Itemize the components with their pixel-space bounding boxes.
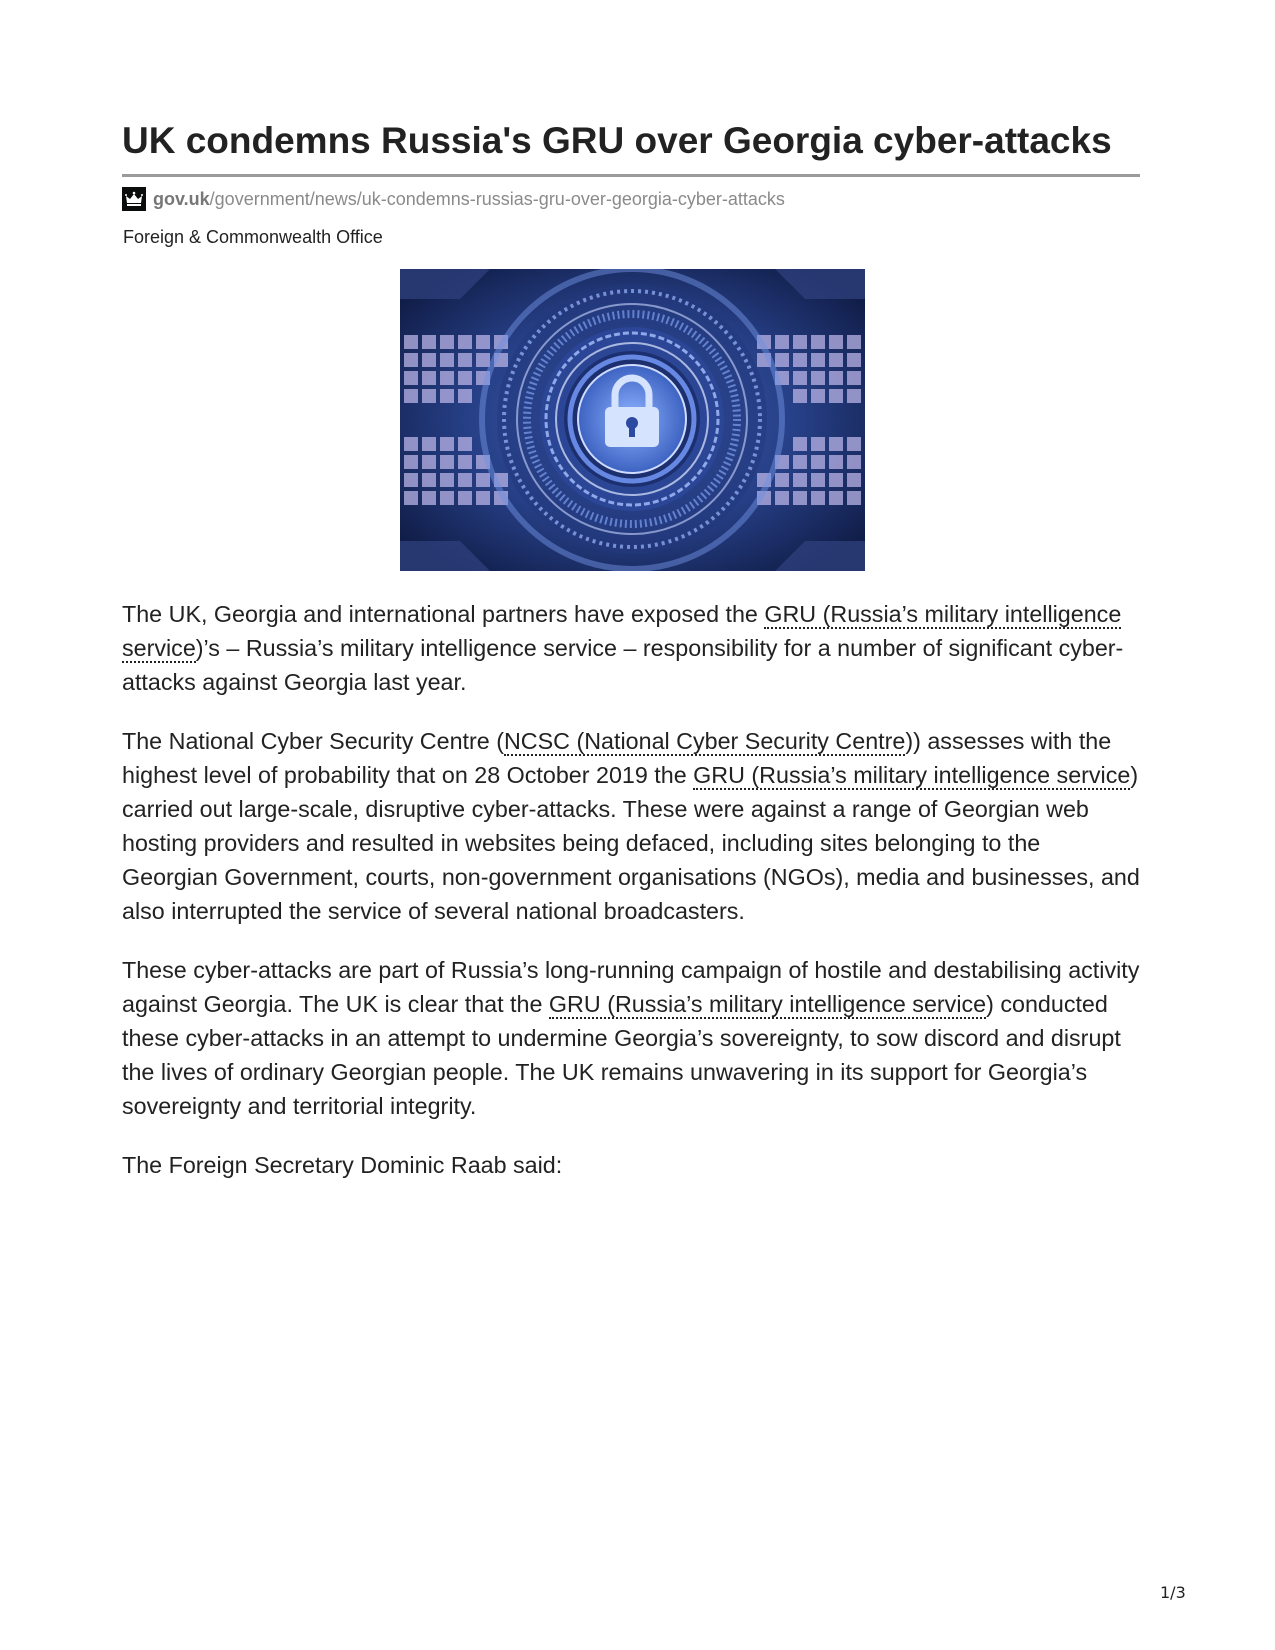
hero-image bbox=[400, 269, 865, 571]
paragraph-4: The Foreign Secretary Dominic Raab said: bbox=[122, 1152, 563, 1178]
source-domain: gov.uk bbox=[153, 188, 210, 209]
source-url[interactable] bbox=[153, 189, 785, 210]
abbr-gru[interactable]: GRU (Russia’s military intelligence service bbox=[693, 762, 1131, 788]
article-author: Foreign & Commonwealth Office bbox=[123, 227, 383, 247]
source-path: /government/news/uk-condemns-russias-gru-over-georgia-cyber-attacks bbox=[209, 188, 785, 209]
abbr-gru[interactable]: GRU (Russia’s military intelligence service bbox=[548, 991, 987, 1017]
article-title: UK condemns Russia's GRU over Georgia cyber-attacks bbox=[122, 118, 1140, 177]
abbr-ncsc[interactable]: NCSC (National Cyber Security Centre bbox=[503, 728, 906, 754]
page-number: 1/3 bbox=[1160, 1583, 1186, 1602]
padlock-icon bbox=[400, 269, 865, 571]
source-link[interactable] bbox=[122, 187, 1140, 211]
article bbox=[122, 118, 1140, 1207]
crown-icon bbox=[122, 187, 146, 211]
paragraph-3: These cyber-attacks are part of Russia’s long-running campaign of hostile and destabilising activity against Georgia. The UK is clear that the GRU (Russia’s military intelligence service) conducted these cyber-attacks in an attempt to undermine Georgia’s sovereignty, to sow discord and disrupt the lives of ordinary Georgian people. The UK remains unwavering in its support for Georgia’s sovereignty and territorial integrity. bbox=[122, 957, 1140, 1119]
paragraph-2: The National Cyber Security Centre (NCSC (National Cyber Security Centre)) assesses with the highest level of probability that on 28 October 2019 the GRU (Russia’s military intelligence service) carried out large-scale, disruptive cyber-attacks. These were against a range of Georgian web hosting providers and resulted in websites being defaced, including sites belonging to the Georgian Government, courts, non-government organisations (NGOs), media and businesses, and also interrupted the service of several national broadcasters. bbox=[122, 728, 1140, 924]
article-body bbox=[122, 597, 1140, 1182]
abbr-gru[interactable]: GRU (Russia’s military intelligence service bbox=[122, 601, 1122, 661]
paragraph-1: The UK, Georgia and international partners have exposed the GRU (Russia’s military intelligence service)’s – Russia’s military intelligence service – responsibility for a number of significant cyber-attacks against Georgia last year. bbox=[122, 601, 1124, 695]
